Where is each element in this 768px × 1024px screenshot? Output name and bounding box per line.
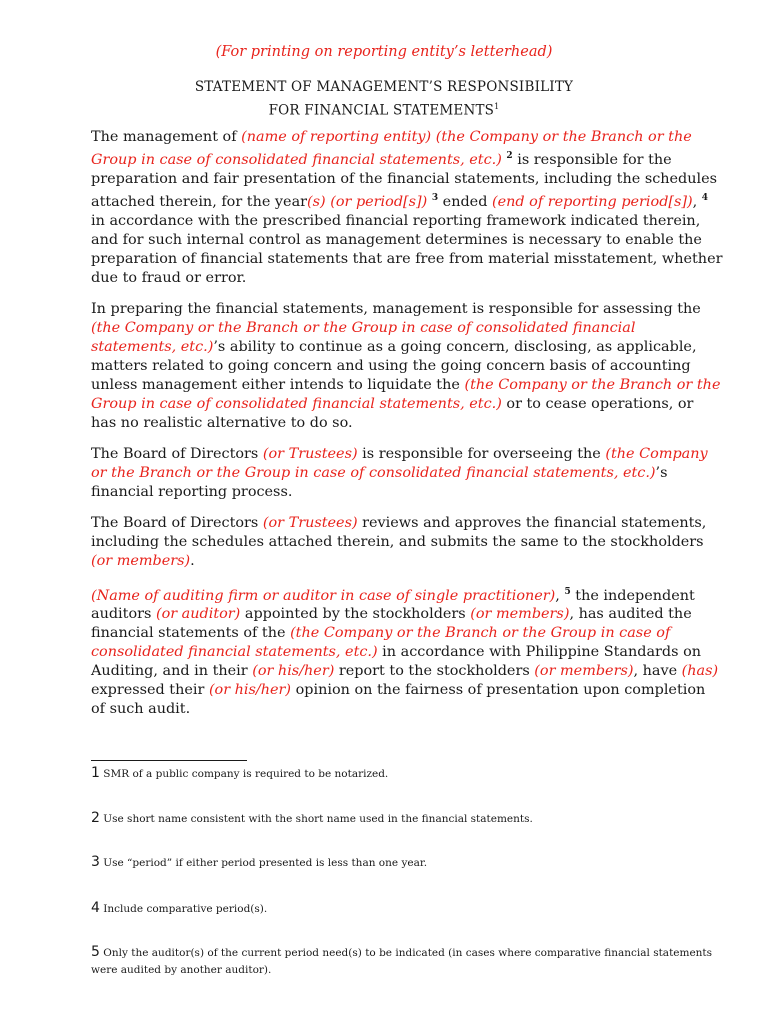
p5-text-7: , have [633,663,682,680]
p4-placeholder-trustees: (or Trustees) [262,514,358,531]
p3-placeholder-entity: (the Company or the Branch or the Group in case of consolidated financial statements, etc.) [91,445,708,481]
p5-placeholder-members-2: (or members) [534,663,634,680]
p2-placeholder-entity-1: (the Company or the Branch or the Group in case of consolidated financial statements, etc.) [91,319,636,355]
footnote-ref-3: 3 [431,192,439,203]
p1-placeholder-period: (s) (or period[s]) [307,193,428,210]
p2-text-1: In preparing the financial statements, management is responsible for assessing the [91,300,701,317]
footnote-number: 2 [91,810,100,826]
title-footnote-ref: 1 [494,102,500,111]
p1-text-1: The management of [91,129,242,145]
footnote-number: 3 [91,854,100,870]
p4-placeholder-members: (or members) [91,552,191,569]
p5-placeholder-his-her-2: (or his/her) [208,682,292,699]
title-line-1: STATEMENT OF MANAGEMENT’S RESPONSIBILITY [194,79,574,95]
p3-text-3: ’s financial reporting process. [91,464,668,500]
footnote-divider [91,760,247,761]
footnote-1 [91,765,731,783]
p2-text-3: or to cease operations, or has no realistic alternative to do so. [91,395,694,431]
p4-text-3: . [190,552,195,569]
p5-placeholder-auditor: (or auditor) [155,606,241,623]
p5-placeholder-members-1: (or members) [470,606,570,623]
p1-text-2: is responsible for the preparation and fair presentation of the financial statements, including the schedules attached therein, for the year [91,151,718,210]
p4-text-2: reviews and approves the financial statements, including the schedules attached therein, and submits the same to the stockholders [91,514,707,550]
footnote-ref-2: 2 [506,151,513,161]
statement-body [91,128,723,731]
letterhead-note: (For printing on reporting entity’s letterhead) [215,44,553,60]
p5-text-9: opinion on the fairness of presentation upon completion of such audit. [91,682,706,718]
footnote-text: SMR of a public company is required to be notarized. [103,768,389,780]
p5-text-4: , has audited the financial statements of the [91,606,692,642]
p5-placeholder-his-her-1: (or his/her) [252,663,335,680]
p3-text-2: is responsible for overseeing the [357,445,606,462]
paragraph-board-oversight [91,445,723,502]
p4-text-1: The Board of Directors [91,514,263,531]
footnote-text: Use “period” if either period presented is less than one year. [103,857,428,869]
p3-text-1: The Board of Directors [91,445,263,462]
footnote-ref-4: 4 [701,192,709,203]
p5-placeholder-has: (has) [681,663,719,680]
p5-text-3: appointed by the stockholders [240,606,471,623]
p5-text-1: , [555,587,565,604]
paragraph-going-concern [91,300,723,433]
p2-text-2: ’s ability to continue as a going concern, disclosing, as applicable, matters related to going concern and using the going concern basis of accounting unless management either intends to liquidate the [91,338,697,393]
footnote-number: 4 [91,900,100,916]
footnote-ref-5: 5 [564,586,571,597]
document-title [0,78,768,121]
paragraph-management-responsibility [91,128,723,288]
p5-text-2: the independent auditors [91,587,695,623]
p3-placeholder-trustees: (or Trustees) [262,445,358,462]
footnote-text: Only the auditor(s) of the current period need(s) to be indicated (in cases where comparative financial statements were audited by another auditor). [91,947,713,976]
p2-placeholder-entity-2: (the Company or the Branch or the Group in case of consolidated financial statements, etc.) [91,376,721,412]
footnote-number: 5 [91,944,100,960]
title-line-2 [0,97,768,121]
footnote-3 [91,854,731,872]
footnote-5 [91,944,731,979]
p5-text-5: in accordance with Philippine Standards on Auditing, and in their [91,644,702,680]
title-line-2-text: FOR FINANCIAL STATEMENTS [268,102,495,119]
footnote-4 [91,900,731,918]
paragraph-board-approval [91,514,723,571]
p1-text-3: ended [438,193,492,210]
p1-text-4: , [692,193,702,210]
p5-placeholder-auditor-name: (Name of auditing firm or auditor in case of single practitioner) [91,587,556,604]
footnote-text: Include comparative period(s). [103,903,268,915]
p1-text-5: in accordance with the prescribed financial reporting framework indicated therein, and for such internal control as management determines is necessary to enable the preparation of financial statements that are free from material misstatement, whether due to fraud or error. [91,212,723,286]
paragraph-auditor [91,583,723,720]
footnote-2 [91,810,731,828]
p1-placeholder-entity: (name of reporting entity) (the Company or the Branch or the Group in case of consolidated financial statements, etc.) [91,129,692,168]
p5-placeholder-entity: (the Company or the Branch or the Group in case of consolidated financial statements, etc.) [91,625,671,661]
p5-text-8: expressed their [91,682,209,699]
footnote-text: Use short name consistent with the short name used in the financial statements. [103,813,533,825]
p1-placeholder-end-period: (end of reporting period[s]) [491,193,693,210]
p5-text-6: report to the stockholders [334,663,535,680]
footnote-number: 1 [91,765,100,781]
